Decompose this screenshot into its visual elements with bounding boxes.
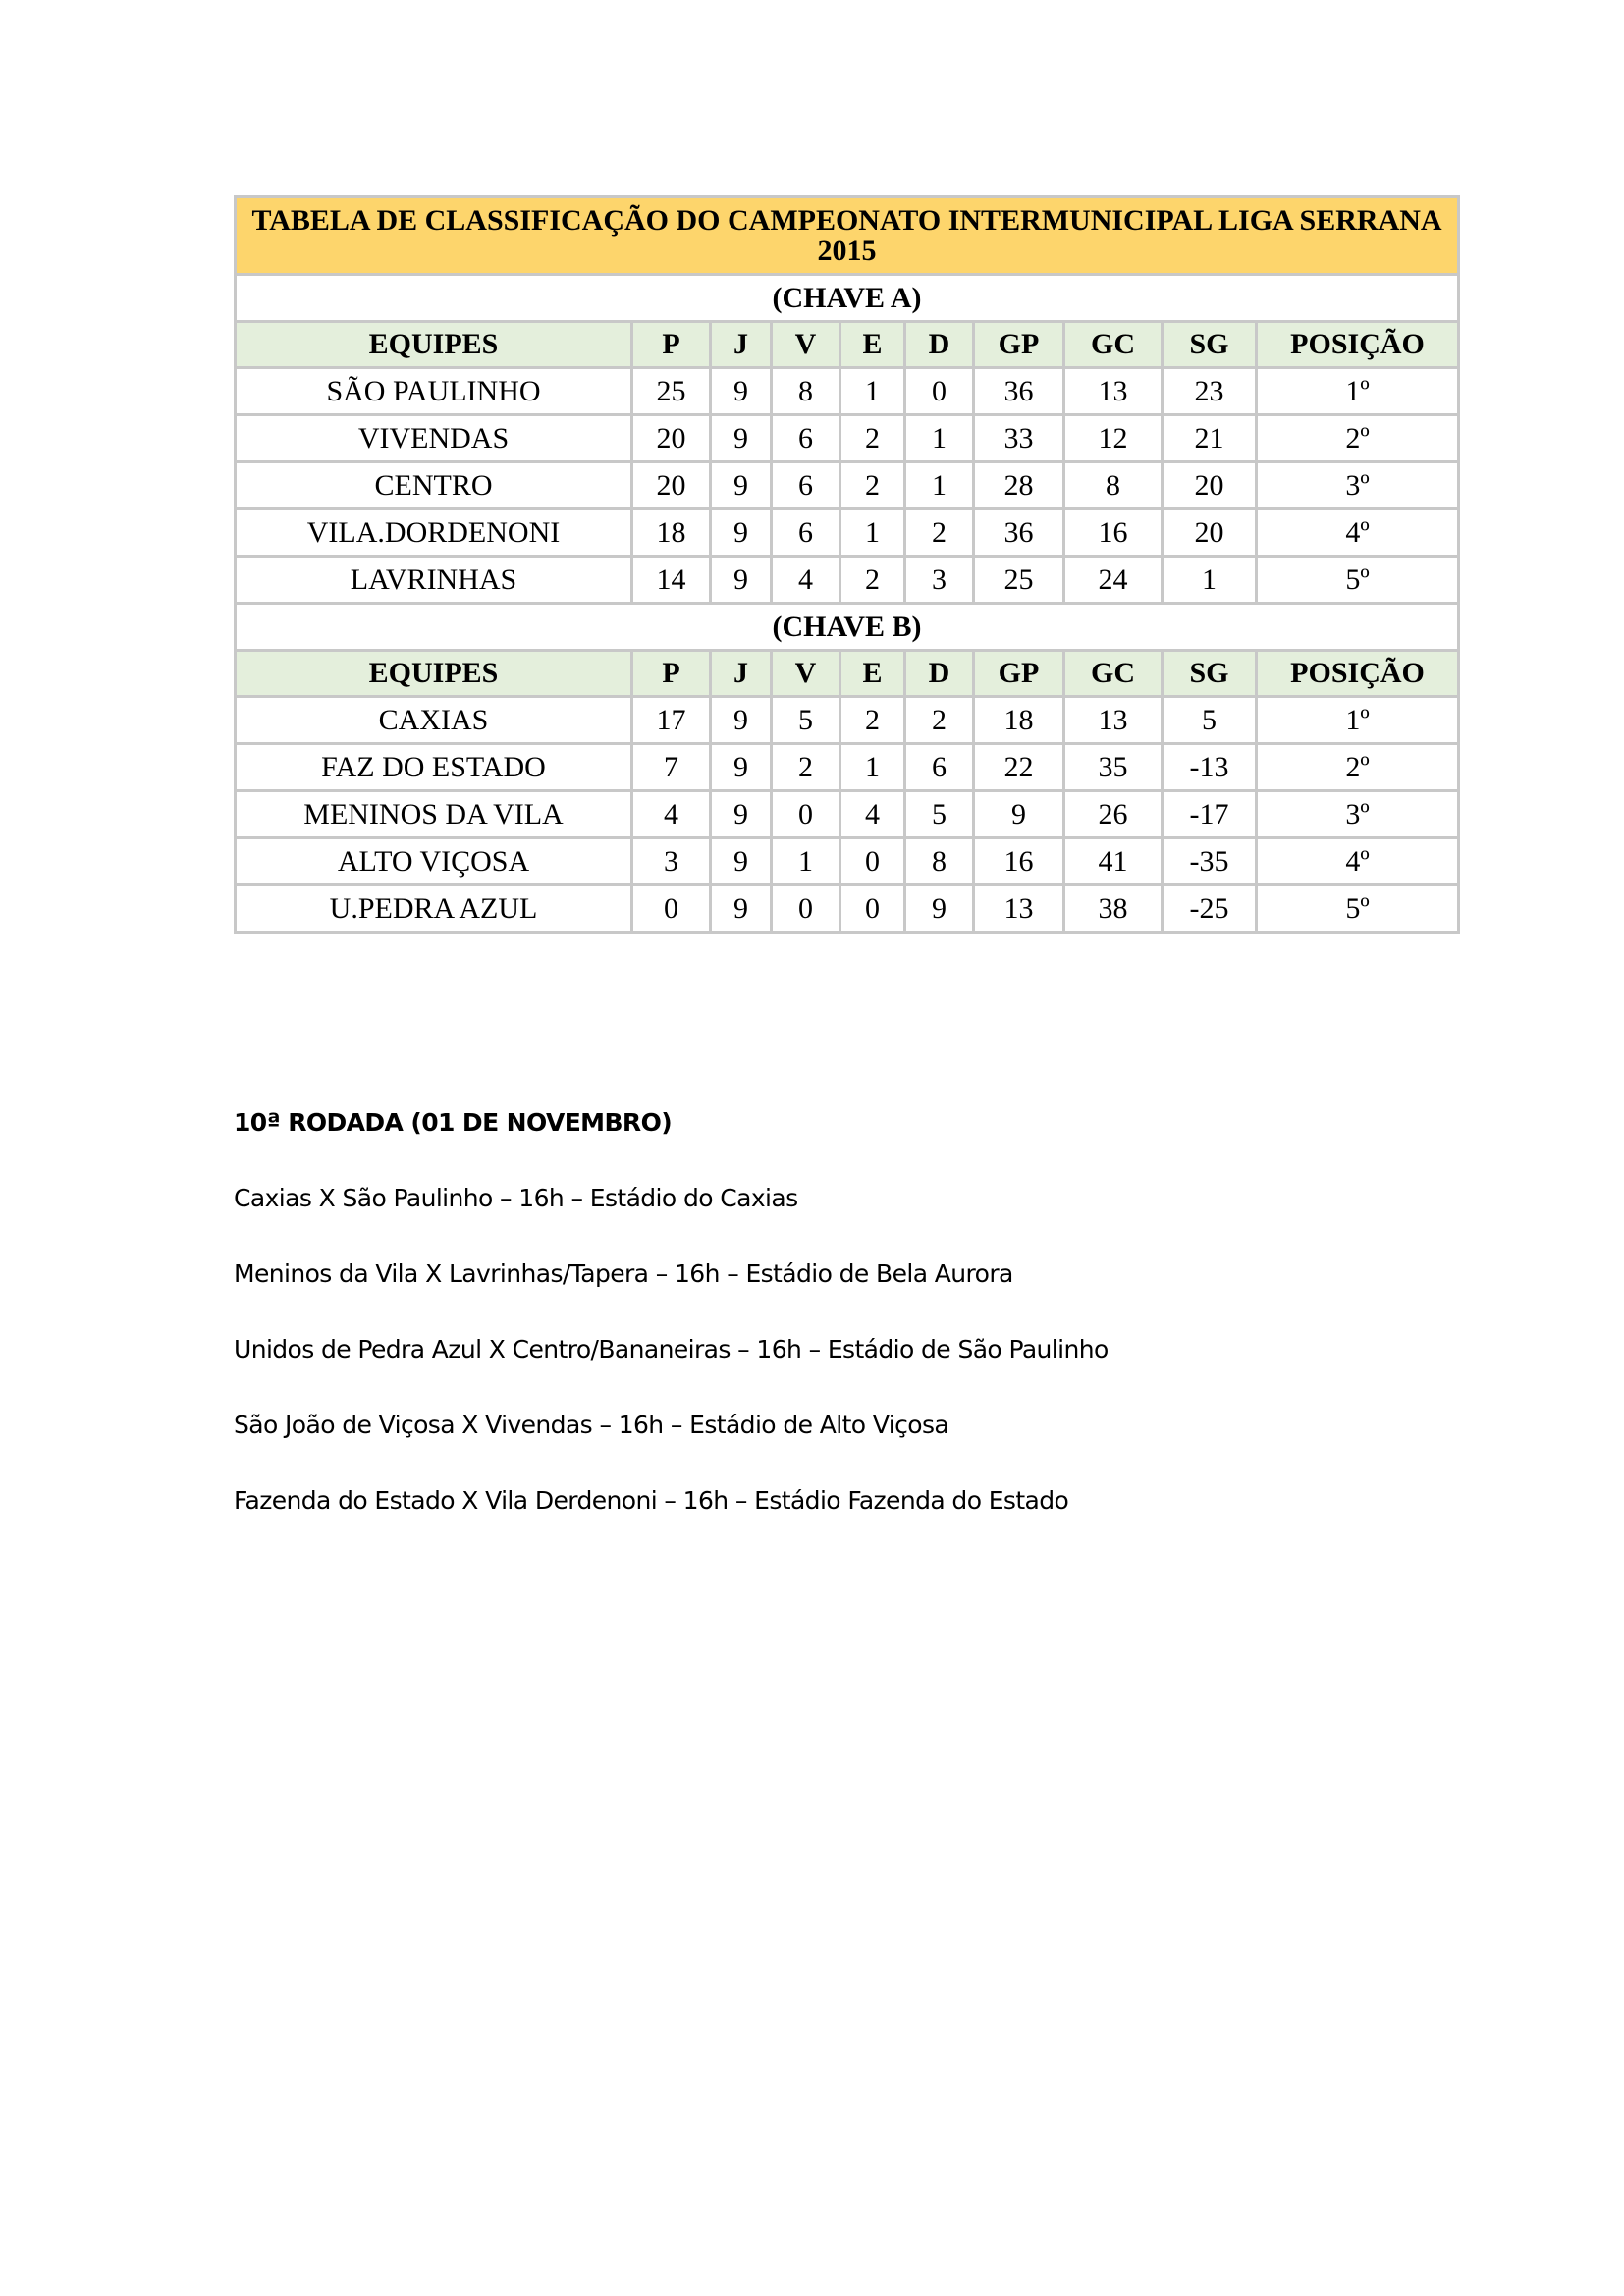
cell-games: 9 xyxy=(711,697,772,744)
cell-losses: 9 xyxy=(905,885,974,933)
cell-goals-against: 35 xyxy=(1064,744,1163,791)
match-line-1: Caxias X São Paulinho – 16h – Estádio do Caxias xyxy=(234,1184,798,1212)
cell-team: CAXIAS xyxy=(236,697,632,744)
cell-points: 3 xyxy=(632,838,711,885)
cell-goal-diff: 20 xyxy=(1163,509,1257,557)
cell-team: U.PEDRA AZUL xyxy=(236,885,632,933)
cell-draws: 2 xyxy=(840,557,905,604)
cell-team: CENTRO xyxy=(236,462,632,509)
cell-wins: 6 xyxy=(772,415,840,462)
cell-draws: 2 xyxy=(840,462,905,509)
cell-goals-for: 16 xyxy=(974,838,1064,885)
cell-position: 1º xyxy=(1257,697,1459,744)
cell-points: 14 xyxy=(632,557,711,604)
cell-games: 9 xyxy=(711,744,772,791)
cell-goal-diff: 23 xyxy=(1163,368,1257,415)
cell-team: ALTO VIÇOSA xyxy=(236,838,632,885)
cell-points: 20 xyxy=(632,462,711,509)
cell-goals-for: 18 xyxy=(974,697,1064,744)
table-row xyxy=(236,415,1459,462)
cell-goals-for: 25 xyxy=(974,557,1064,604)
column-header-games: J xyxy=(711,651,772,697)
cell-position: 1º xyxy=(1257,368,1459,415)
column-header-losses: D xyxy=(905,322,974,368)
cell-position: 5º xyxy=(1257,885,1459,933)
column-header-goals-for: GP xyxy=(974,651,1064,697)
cell-losses: 5 xyxy=(905,791,974,838)
cell-losses: 2 xyxy=(905,697,974,744)
column-header-games: J xyxy=(711,322,772,368)
cell-team: MENINOS DA VILA xyxy=(236,791,632,838)
cell-losses: 1 xyxy=(905,415,974,462)
cell-goals-for: 36 xyxy=(974,509,1064,557)
cell-draws: 1 xyxy=(840,509,905,557)
cell-goals-for: 22 xyxy=(974,744,1064,791)
cell-wins: 2 xyxy=(772,744,840,791)
cell-goals-for: 33 xyxy=(974,415,1064,462)
fixtures-section xyxy=(234,1103,1109,1557)
cell-goal-diff: -13 xyxy=(1163,744,1257,791)
table-row xyxy=(236,838,1459,885)
column-header-position: POSIÇÃO xyxy=(1257,651,1459,697)
cell-goal-diff: 1 xyxy=(1163,557,1257,604)
cell-goals-against: 24 xyxy=(1064,557,1163,604)
cell-team: SÃO PAULINHO xyxy=(236,368,632,415)
cell-wins: 0 xyxy=(772,791,840,838)
column-header-position: POSIÇÃO xyxy=(1257,322,1459,368)
group-row xyxy=(236,604,1459,651)
table-row xyxy=(236,744,1459,791)
header-row xyxy=(236,651,1459,697)
cell-points: 0 xyxy=(632,885,711,933)
cell-goal-diff: 21 xyxy=(1163,415,1257,462)
cell-points: 18 xyxy=(632,509,711,557)
column-header-draws: E xyxy=(840,322,905,368)
cell-position: 2º xyxy=(1257,744,1459,791)
cell-position: 3º xyxy=(1257,791,1459,838)
table-row xyxy=(236,885,1459,933)
cell-draws: 2 xyxy=(840,415,905,462)
cell-draws: 0 xyxy=(840,885,905,933)
cell-games: 9 xyxy=(711,509,772,557)
column-header-goals-against: GC xyxy=(1064,322,1163,368)
cell-losses: 8 xyxy=(905,838,974,885)
cell-games: 9 xyxy=(711,415,772,462)
table-title-row xyxy=(236,197,1459,275)
column-header-goal-diff: SG xyxy=(1163,322,1257,368)
cell-points: 20 xyxy=(632,415,711,462)
cell-games: 9 xyxy=(711,838,772,885)
cell-points: 4 xyxy=(632,791,711,838)
cell-games: 9 xyxy=(711,557,772,604)
cell-goals-for: 36 xyxy=(974,368,1064,415)
cell-goals-for: 28 xyxy=(974,462,1064,509)
cell-goal-diff: -17 xyxy=(1163,791,1257,838)
cell-games: 9 xyxy=(711,368,772,415)
cell-goals-against: 16 xyxy=(1064,509,1163,557)
cell-wins: 4 xyxy=(772,557,840,604)
cell-goals-against: 8 xyxy=(1064,462,1163,509)
round-title: 10ª RODADA (01 DE NOVEMBRO) xyxy=(234,1108,673,1137)
cell-wins: 0 xyxy=(772,885,840,933)
cell-games: 9 xyxy=(711,885,772,933)
table-row xyxy=(236,791,1459,838)
cell-team: VIVENDAS xyxy=(236,415,632,462)
table-row xyxy=(236,462,1459,509)
cell-team: LAVRINHAS xyxy=(236,557,632,604)
cell-wins: 8 xyxy=(772,368,840,415)
cell-goals-against: 26 xyxy=(1064,791,1163,838)
cell-losses: 1 xyxy=(905,462,974,509)
match-line-5: Fazenda do Estado X Vila Derdenoni – 16h – Estádio Fazenda do Estado xyxy=(234,1486,1069,1515)
group-row xyxy=(236,275,1459,322)
column-header-draws: E xyxy=(840,651,905,697)
cell-wins: 6 xyxy=(772,509,840,557)
cell-goals-against: 13 xyxy=(1064,697,1163,744)
table-row xyxy=(236,557,1459,604)
cell-goals-against: 12 xyxy=(1064,415,1163,462)
column-header-goals-against: GC xyxy=(1064,651,1163,697)
column-header-wins: V xyxy=(772,651,840,697)
cell-losses: 2 xyxy=(905,509,974,557)
cell-draws: 1 xyxy=(840,744,905,791)
cell-team: FAZ DO ESTADO xyxy=(236,744,632,791)
cell-goal-diff: 20 xyxy=(1163,462,1257,509)
column-header-team: EQUIPES xyxy=(236,322,632,368)
cell-position: 5º xyxy=(1257,557,1459,604)
column-header-goals-for: GP xyxy=(974,322,1064,368)
cell-draws: 0 xyxy=(840,838,905,885)
group-title: (CHAVE A) xyxy=(236,275,1459,322)
table-row xyxy=(236,697,1459,744)
cell-goals-against: 13 xyxy=(1064,368,1163,415)
cell-position: 2º xyxy=(1257,415,1459,462)
column-header-points: P xyxy=(632,322,711,368)
cell-position: 4º xyxy=(1257,509,1459,557)
table-row xyxy=(236,368,1459,415)
table-title: TABELA DE CLASSIFICAÇÃO DO CAMPEONATO INTERMUNICIPAL LIGA SERRANA 2015 xyxy=(236,197,1459,275)
cell-goals-for: 13 xyxy=(974,885,1064,933)
cell-points: 17 xyxy=(632,697,711,744)
cell-games: 9 xyxy=(711,791,772,838)
cell-position: 4º xyxy=(1257,838,1459,885)
cell-wins: 1 xyxy=(772,838,840,885)
group-title: (CHAVE B) xyxy=(236,604,1459,651)
cell-goal-diff: 5 xyxy=(1163,697,1257,744)
standings-table xyxy=(234,195,1460,934)
column-header-team: EQUIPES xyxy=(236,651,632,697)
column-header-goal-diff: SG xyxy=(1163,651,1257,697)
column-header-points: P xyxy=(632,651,711,697)
cell-goal-diff: -25 xyxy=(1163,885,1257,933)
match-line-3: Unidos de Pedra Azul X Centro/Bananeiras – 16h – Estádio de São Paulinho xyxy=(234,1335,1109,1363)
match-line-4: São João de Viçosa X Vivendas – 16h – Estádio de Alto Viçosa xyxy=(234,1411,949,1439)
cell-position: 3º xyxy=(1257,462,1459,509)
table-row xyxy=(236,509,1459,557)
cell-goal-diff: -35 xyxy=(1163,838,1257,885)
cell-losses: 3 xyxy=(905,557,974,604)
cell-wins: 5 xyxy=(772,697,840,744)
cell-goals-against: 38 xyxy=(1064,885,1163,933)
match-line-2: Meninos da Vila X Lavrinhas/Tapera – 16h – Estádio de Bela Aurora xyxy=(234,1259,1013,1288)
standings-body xyxy=(236,197,1459,933)
cell-points: 7 xyxy=(632,744,711,791)
cell-team: VILA.DORDENONI xyxy=(236,509,632,557)
header-row xyxy=(236,322,1459,368)
cell-games: 9 xyxy=(711,462,772,509)
cell-wins: 6 xyxy=(772,462,840,509)
cell-points: 25 xyxy=(632,368,711,415)
cell-draws: 2 xyxy=(840,697,905,744)
cell-draws: 1 xyxy=(840,368,905,415)
cell-losses: 0 xyxy=(905,368,974,415)
cell-goals-for: 9 xyxy=(974,791,1064,838)
column-header-wins: V xyxy=(772,322,840,368)
cell-draws: 4 xyxy=(840,791,905,838)
column-header-losses: D xyxy=(905,651,974,697)
cell-goals-against: 41 xyxy=(1064,838,1163,885)
cell-losses: 6 xyxy=(905,744,974,791)
